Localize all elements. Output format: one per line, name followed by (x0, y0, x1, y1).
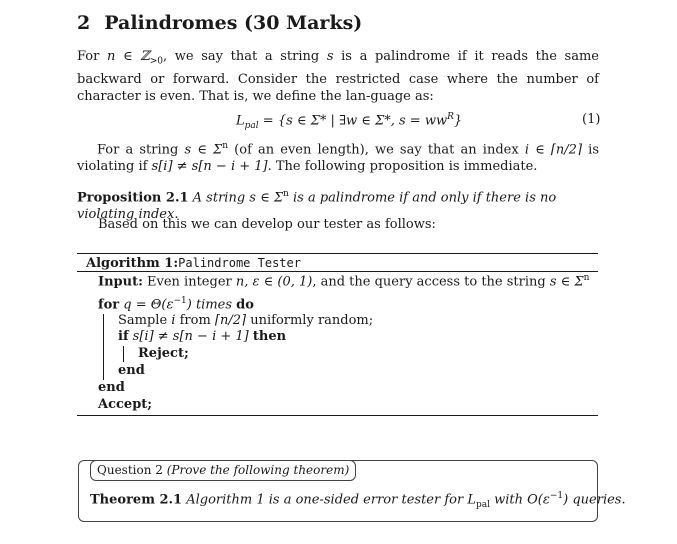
equation-rhs-end: } (453, 113, 463, 129)
algorithm-name: Palindrome Tester (178, 256, 301, 270)
equation-lhs-sub: pal (244, 120, 259, 131)
section-number: 2 (77, 12, 91, 34)
math-if-condition: s[i] ≠ s[n − i + 1] (132, 329, 249, 344)
intro-text: For (77, 49, 107, 64)
equation-rhs-sup: R (447, 112, 454, 122)
question-label: Question 2 (97, 463, 163, 477)
keyword-if: if (118, 329, 129, 344)
keyword-for: for (98, 297, 120, 313)
input-text: Even integer (142, 274, 236, 290)
algorithm-for-line (98, 296, 254, 312)
math-s-in-sigma: s ∈ Σ (184, 142, 223, 158)
intro-text: , we say that a string (163, 49, 327, 64)
math-input-params: n, ε ∈ (0, 1) (235, 274, 313, 290)
algorithm-header-rule (77, 271, 598, 272)
theorem-label: Theorem 2.1 (90, 492, 183, 508)
algorithm-top-rule (77, 253, 598, 254)
section-title (77, 12, 362, 34)
algorithm-label: Algorithm 1: (86, 256, 179, 271)
violating-text: (of an even length), we say that an index (228, 142, 525, 158)
math-l: L (467, 492, 476, 508)
violating-text: For a string (97, 142, 185, 158)
math-violation-condition: s[i] ≠ s[n − i + 1] (151, 159, 268, 175)
math-i: i (171, 313, 176, 328)
algorithm-input (98, 273, 589, 289)
theorem-text: Algorithm 1 is a one-sided error tester for (182, 492, 468, 508)
theorem-text: with (489, 492, 528, 508)
sample-text: from (175, 313, 215, 328)
math-q-end: ) (186, 297, 192, 313)
math-superscript: n (583, 273, 590, 283)
algorithm-bottom-rule (77, 415, 598, 416)
math-q: q = Θ(ε (123, 297, 174, 313)
proposition-label: Proposition 2.1 (77, 190, 189, 206)
math-o-end: ) (563, 492, 569, 508)
math-subscript: pal (475, 499, 490, 510)
times-text: times (195, 297, 233, 313)
math-superscript: n (283, 189, 289, 199)
math-superscript: −1 (173, 296, 187, 306)
math-s-in-sigma: s ∈ Σ (549, 274, 584, 290)
proposition-text: A string (188, 190, 250, 206)
math-subscript: >0 (149, 56, 164, 67)
math-s: s (326, 49, 334, 64)
if-block-bar (123, 346, 124, 362)
proposition-text: is a palindrome if and only if there is no violating index. (77, 190, 557, 223)
equation-rhs: = {s ∈ Σ* | ∃w ∈ Σ*, s = ww (258, 113, 448, 129)
algorithm-if-line (118, 329, 286, 344)
keyword-do: do (236, 297, 254, 313)
math-n-in-z: n ∈ ℤ (106, 49, 150, 64)
algorithm-accept: Accept; (98, 397, 153, 412)
math-s-in-sigma: s ∈ Σ (249, 190, 284, 206)
math-superscript: n (222, 141, 229, 151)
theorem-text: queries. (568, 492, 626, 508)
violating-text: is violating if (77, 142, 599, 175)
section-title-text: Palindromes (30 Marks) (104, 12, 363, 34)
input-label: Input: (98, 274, 143, 290)
algorithm-end-for: end (98, 380, 125, 395)
algorithm-sample-line (118, 313, 373, 328)
theorem (90, 491, 626, 510)
sample-text: uniformly random; (246, 313, 374, 328)
intro-paragraph (77, 48, 599, 105)
equation-body (236, 112, 462, 131)
tester-intro-text: Based on this we can develop our tester as follows: (98, 217, 436, 232)
math-superscript: −1 (549, 491, 564, 501)
keyword-then: then (252, 329, 287, 344)
math-index-range: i ∈ ⌈n/2⌉ (524, 142, 583, 158)
algorithm-reject: Reject; (138, 346, 189, 361)
equation-number: (1) (582, 112, 601, 127)
equation-lhs: L (236, 113, 245, 129)
math-o: O(ε (527, 492, 550, 508)
algorithm-header (86, 256, 301, 271)
algorithm-end-if: end (118, 363, 145, 378)
question-tab (90, 460, 356, 481)
question-note: (Prove the following theorem) (166, 463, 350, 477)
violating-text: . The following proposition is immediate. (267, 159, 538, 175)
input-text: , and the query access to the string (312, 274, 550, 290)
violating-paragraph (77, 138, 599, 175)
intro-text: is a palindrome if it reads the same backward or forward. Consider the restricted case where the number of character is even. That is, we define the lan-guage as: (77, 49, 599, 104)
sample-text: Sample (118, 313, 172, 328)
math-range: ⌈n/2⌉ (214, 313, 247, 328)
for-block-bar (103, 314, 104, 380)
